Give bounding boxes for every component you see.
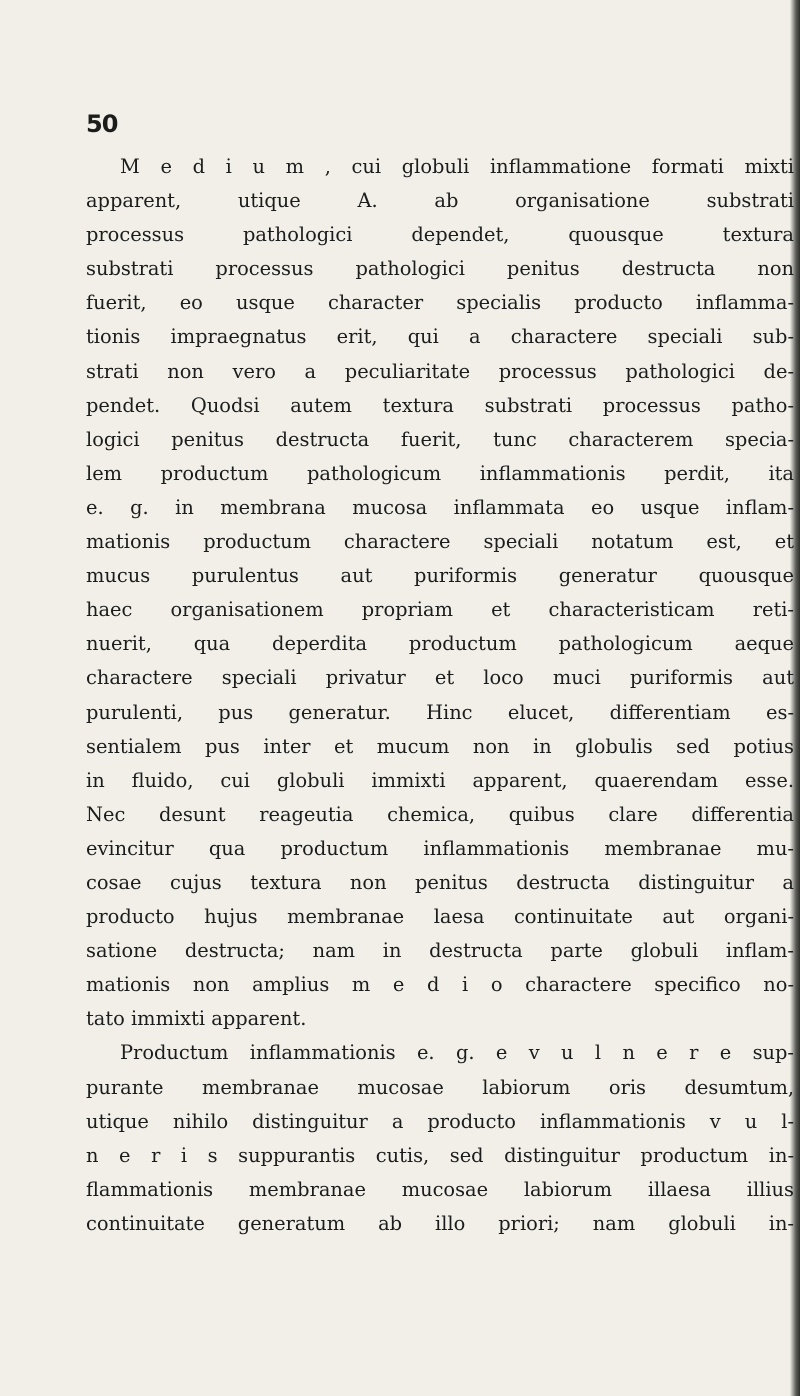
text-line: producto hujus membranae laesa continuitate aut organi-: [86, 905, 794, 929]
text-line: continuitate generatum ab illo priori; nam globuli in-: [86, 1211, 794, 1235]
text-line: sentialem pus inter et mucum non in globulis sed potius: [86, 734, 794, 758]
text-line: purulenti, pus generatur. Hinc elucet, differentiam es-: [86, 700, 794, 724]
text-line: nuerit, qua deperdita productum pathologicum aeque: [86, 632, 794, 656]
body-text: [86, 150, 794, 1241]
text-line: utique nihilo distinguitur a producto inflammationis v u l-: [86, 1109, 794, 1133]
text-line: logici penitus destructa fuerit, tunc characterem specia-: [86, 427, 794, 451]
text-line: n e r i s suppurantis cutis, sed distinguitur productum in-: [86, 1143, 794, 1167]
text-line: pendet. Quodsi autem textura substrati processus patho-: [86, 393, 794, 417]
text-line: cosae cujus textura non penitus destructa distinguitur a: [86, 870, 794, 894]
text-line: mationis productum charactere speciali notatum est, et: [86, 530, 794, 554]
text-line: mucus purulentus aut puriformis generatur quousque: [86, 564, 794, 588]
text-line: satione destructa; nam in destructa parte globuli inflam-: [86, 939, 794, 963]
text-line: evincitur qua productum inflammationis membranae mu-: [86, 836, 794, 860]
text-line: apparent, utique A. ab organisatione substrati: [86, 189, 794, 213]
text-line: tato immixti apparent.: [86, 1007, 307, 1031]
text-line: Productum inflammationis e. g. e v u l n e r e sup-: [120, 1041, 794, 1065]
paragraph-1: [86, 150, 794, 1036]
text-line: flammationis membranae mucosae labiorum illaesa illius: [86, 1177, 794, 1201]
text-line: processus pathologici dependet, quousque textura: [86, 223, 794, 247]
text-line: in fluido, cui globuli immixti apparent, quaerendam esse.: [86, 768, 794, 792]
text-line: charactere speciali privatur et loco muci puriformis aut: [86, 666, 794, 690]
paragraph-2: [86, 1036, 794, 1241]
text-line: purante membranae mucosae labiorum oris desumtum,: [86, 1075, 794, 1099]
text-line: M e d i u m , cui globuli inflammatione formati mixti: [120, 155, 794, 178]
text-line: lem productum pathologicum inflammationis perdit, ita: [86, 461, 794, 485]
page-number: 50: [86, 110, 118, 138]
text-line: e. g. in membrana mucosa inflammata eo usque inflam-: [86, 495, 794, 519]
text-line: haec organisationem propriam et characteristicam reti-: [86, 598, 794, 622]
text-line: substrati processus pathologici penitus destructa non: [86, 257, 794, 281]
text-line: strati non vero a peculiaritate processus pathologici de-: [86, 359, 794, 383]
text-line: Nec desunt reageutia chemica, quibus clare differentia: [86, 802, 794, 826]
text-line: fuerit, eo usque character specialis producto inflamma-: [86, 291, 794, 315]
text-line: tionis impraegnatus erit, qui a charactere speciali sub-: [86, 325, 794, 349]
text-line: mationis non amplius m e d i o charactere specifico no-: [86, 973, 794, 997]
